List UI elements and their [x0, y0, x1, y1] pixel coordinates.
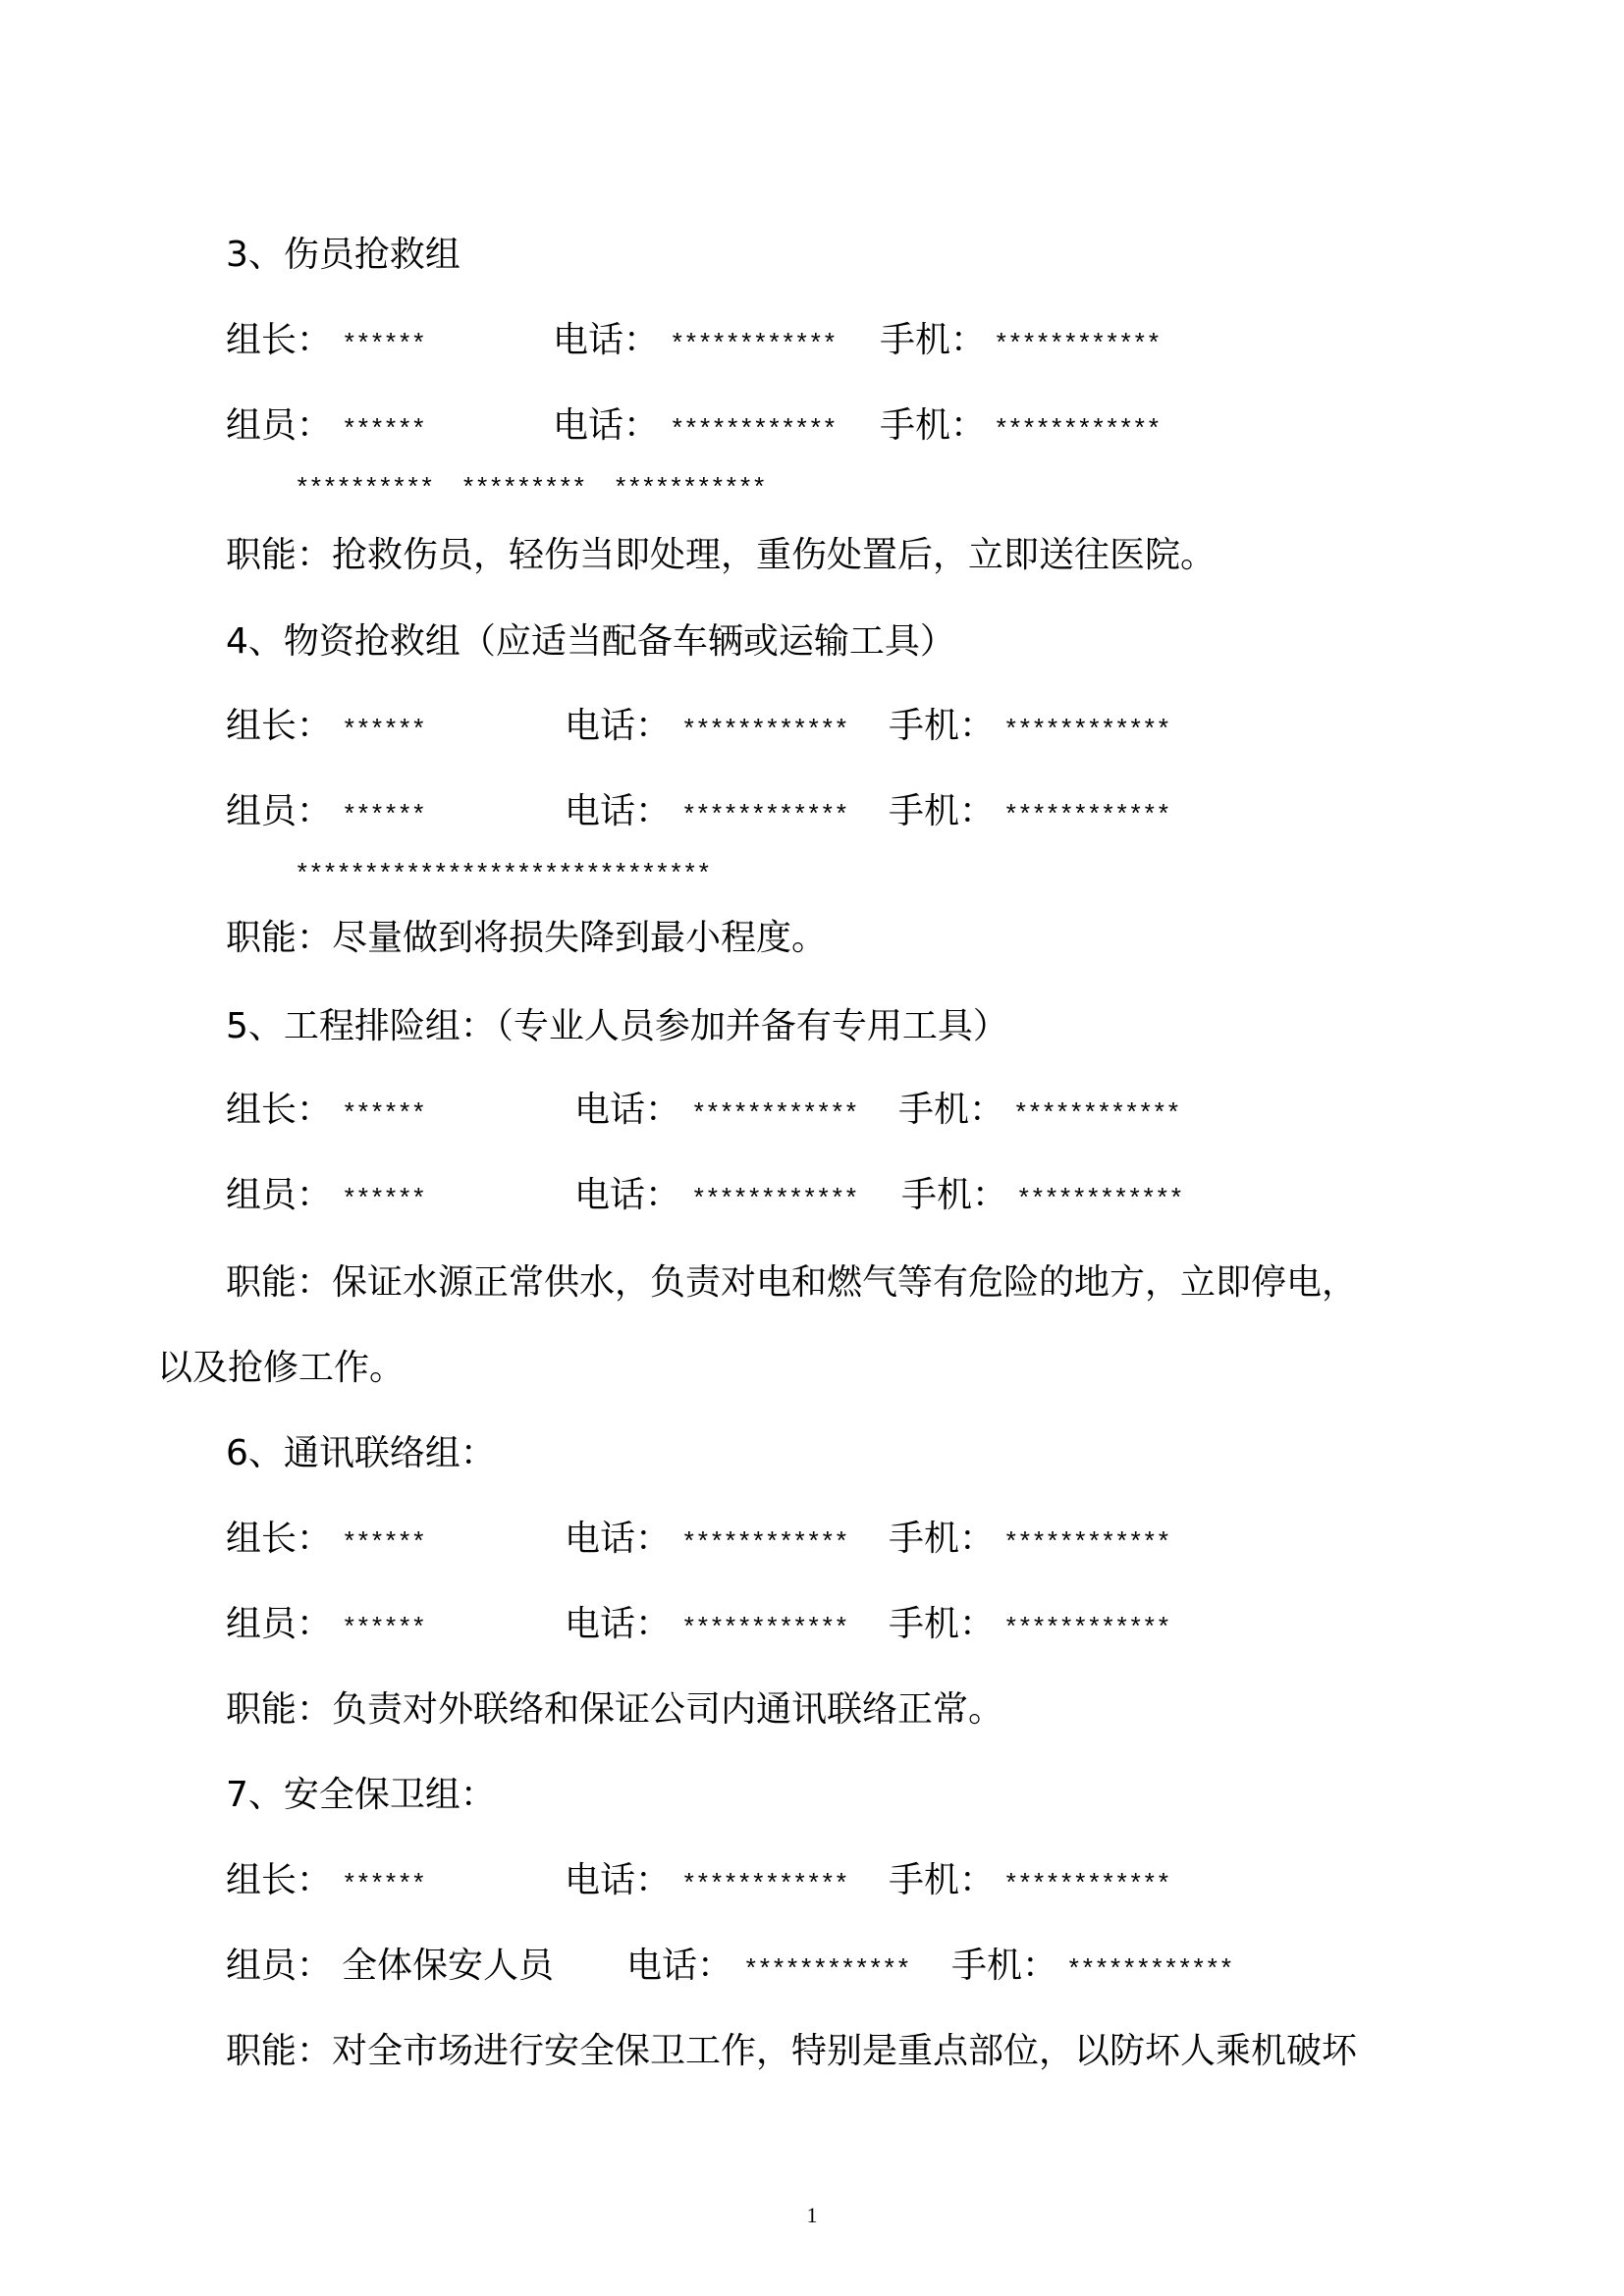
mobile-label: 手机：	[889, 706, 996, 746]
phone-label: 电话：	[565, 1519, 672, 1559]
mobile-label: 手机：	[880, 405, 987, 446]
mobile: ************	[1066, 1955, 1233, 1985]
role-label: 组员：	[226, 1175, 333, 1215]
name: ******	[342, 1614, 425, 1643]
role-label: 组员：	[226, 1946, 333, 1986]
mobile: ************	[1003, 1614, 1170, 1643]
duty-text: 职能：保证水源正常供水，负责对电和燃气等有危险的地方，立即停电，	[226, 1262, 1358, 1303]
phone-label: 电话：	[565, 791, 672, 831]
mobile-label: 手机：	[889, 1604, 996, 1644]
role-label: 组长：	[226, 320, 333, 360]
extra-members: ********** ********* ***********	[295, 474, 766, 504]
phone: ************	[681, 716, 848, 745]
name: ******	[342, 1099, 425, 1129]
role-label: 组员：	[226, 405, 333, 446]
mobile: ************	[1003, 1528, 1170, 1558]
name: ******	[342, 330, 425, 359]
mobile: ************	[1003, 801, 1170, 830]
duty-text: 职能：对全市场进行安全保卫工作，特别是重点部位，以防坏人乘机破坏	[226, 2031, 1358, 2071]
role-label: 组员：	[226, 1604, 333, 1644]
section-title: 4、物资抢救组（应适当配备车辆或运输工具）	[226, 621, 955, 662]
mobile-label: 手机：	[898, 1090, 1005, 1130]
phone: ************	[670, 415, 837, 445]
phone: ************	[681, 1870, 848, 1899]
phone-label: 电话：	[553, 320, 660, 360]
mobile: ************	[1003, 716, 1170, 745]
mobile-label: 手机：	[889, 1860, 996, 1900]
phone: ************	[743, 1955, 910, 1985]
duty-text: 职能：抢救伤员，轻伤当即处理，重伤处置后，立即送往医院。	[226, 535, 1217, 575]
mobile-label: 手机：	[901, 1175, 1008, 1215]
role-label: 组员：	[226, 791, 333, 831]
phone: ************	[670, 330, 837, 359]
mobile: ************	[994, 330, 1161, 359]
section-title: 5、工程排险组：（专业人员参加并备有专用工具）	[226, 1006, 1008, 1046]
name: ******	[342, 1870, 425, 1899]
phone-label: 电话：	[574, 1175, 681, 1215]
role-label: 组长：	[226, 1860, 333, 1900]
name: ******	[342, 716, 425, 745]
section-title: 7、安全保卫组：	[226, 1775, 496, 1815]
name: ******	[342, 1528, 425, 1558]
phone-label: 电话：	[626, 1946, 733, 1986]
name: ******	[342, 415, 425, 445]
mobile: ************	[994, 415, 1161, 445]
phone: ************	[691, 1185, 858, 1214]
mobile-label: 手机：	[889, 1519, 996, 1559]
mobile: ************	[1003, 1870, 1170, 1899]
page-number: 1	[806, 2203, 818, 2227]
mobile: ************	[1016, 1185, 1183, 1214]
duty-text: 职能：尽量做到将损失降到最小程度。	[226, 918, 828, 958]
name: ******	[342, 1185, 425, 1214]
name: ******	[342, 801, 425, 830]
mobile-label: 手机：	[951, 1946, 1058, 1986]
phone: ************	[681, 1614, 848, 1643]
duty-text: 职能：负责对外联络和保证公司内通讯联络正常。	[226, 1689, 1004, 1730]
section-title: 3、伤员抢救组	[226, 235, 460, 275]
phone: ************	[681, 801, 848, 830]
role-label: 组长：	[226, 1090, 333, 1130]
extra-members: ******************************	[295, 860, 711, 889]
mobile-label: 手机：	[880, 320, 987, 360]
mobile-label: 手机：	[889, 791, 996, 831]
role-label: 组长：	[226, 1519, 333, 1559]
phone-label: 电话：	[565, 1604, 672, 1644]
duty-text-continued: 以及抢修工作。	[157, 1348, 406, 1388]
phone: ************	[681, 1528, 848, 1558]
role-label: 组长：	[226, 706, 333, 746]
phone-label: 电话：	[565, 706, 672, 746]
section-title: 6、通讯联络组：	[226, 1433, 496, 1473]
phone-label: 电话：	[574, 1090, 681, 1130]
phone-label: 电话：	[553, 405, 660, 446]
phone: ************	[691, 1099, 858, 1129]
name: 全体保安人员	[342, 1946, 555, 1986]
phone-label: 电话：	[565, 1860, 672, 1900]
mobile: ************	[1013, 1099, 1180, 1129]
